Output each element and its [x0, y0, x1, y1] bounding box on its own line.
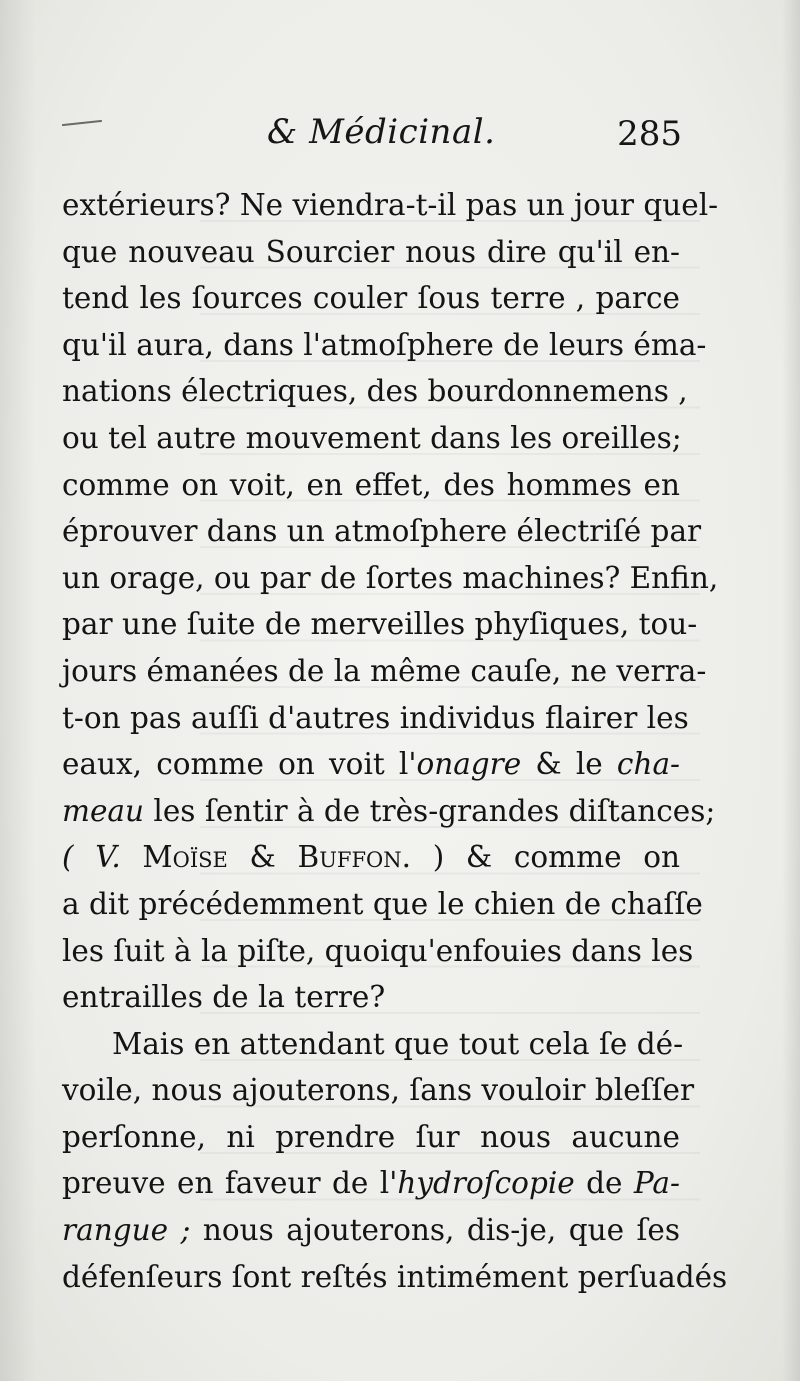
- italic-term: cha-: [616, 747, 680, 782]
- text-line: meau les ſentir à de très-grandes diſtances;: [62, 793, 716, 828]
- italic-term: onagre: [416, 747, 522, 782]
- text-line: tend les ſources couler ſous terre , parce: [62, 281, 680, 316]
- text-line: un orage, ou par de ſortes machines? Enfin,: [62, 560, 719, 595]
- text-line: par une ſuite de merveilles phyſiques, tou-: [62, 607, 698, 642]
- small-caps-name: Buffon.: [297, 840, 412, 875]
- text-line: ou tel autre mouvement dans les oreilles;: [62, 420, 682, 455]
- running-head: & Médicinal.: [267, 112, 496, 152]
- body-text: [62, 182, 728, 1300]
- text-line: les ſuit à la piſte, quoiqu'enfouies dans les: [62, 933, 694, 968]
- italic-term: rangue ;: [62, 1213, 191, 1248]
- page-number: 285: [617, 114, 682, 154]
- text-line: perſonne, ni prendre ſur nous aucune: [62, 1119, 680, 1154]
- text-line: nations électriques, des bourdonnemens ,: [62, 374, 688, 409]
- text-line: défenſeurs ſont reſtés intimément perſuadés: [62, 1259, 728, 1294]
- text-line: voile, nous ajouterons, ſans vouloir bleſſer: [62, 1073, 695, 1108]
- text-line: a dit précédemment que le chien de chaſſe: [62, 886, 703, 921]
- margin-mark: [62, 120, 102, 126]
- text-line: éprouver dans un atmoſphere électriſé par: [62, 514, 702, 549]
- text-line: preuve en faveur de l'hydroſcopie de Pa-: [62, 1166, 680, 1201]
- text-line: comme on voit, en effet, des hommes en: [62, 467, 680, 502]
- text-line: t-on pas auſſi d'autres individus flairer les: [62, 700, 689, 735]
- italic-term: hydroſcopie: [397, 1166, 575, 1201]
- italic-term: meau: [62, 793, 145, 828]
- text-line: eaux, comme on voit l'onagre & le cha-: [62, 747, 680, 782]
- page-header: [62, 112, 682, 162]
- page-shadow-left: [0, 0, 36, 1381]
- text-line: qu'il aura, dans l'atmoſphere de leurs éma-: [62, 327, 707, 362]
- text-line: extérieurs? Ne viendra-t-il pas un jour quel-: [62, 188, 719, 222]
- page-shadow-right: [782, 0, 800, 1381]
- text-line: ( V. Moïse & Buffon. ) & comme on: [62, 840, 680, 875]
- text-line: que nouveau Sourcier nous dire qu'il en-: [62, 234, 680, 269]
- text-line: rangue ; nous ajouterons, dis-je, que ſes: [62, 1213, 680, 1248]
- text-line: entrailles de la terre?: [62, 980, 386, 1015]
- small-caps-name: Moïse: [142, 840, 228, 875]
- text-line: Mais en attendant que tout cela ſe dé-: [112, 1026, 684, 1061]
- italic-term: Pa-: [633, 1166, 680, 1201]
- text-line: jours émanées de la même cauſe, ne verra-: [62, 653, 707, 688]
